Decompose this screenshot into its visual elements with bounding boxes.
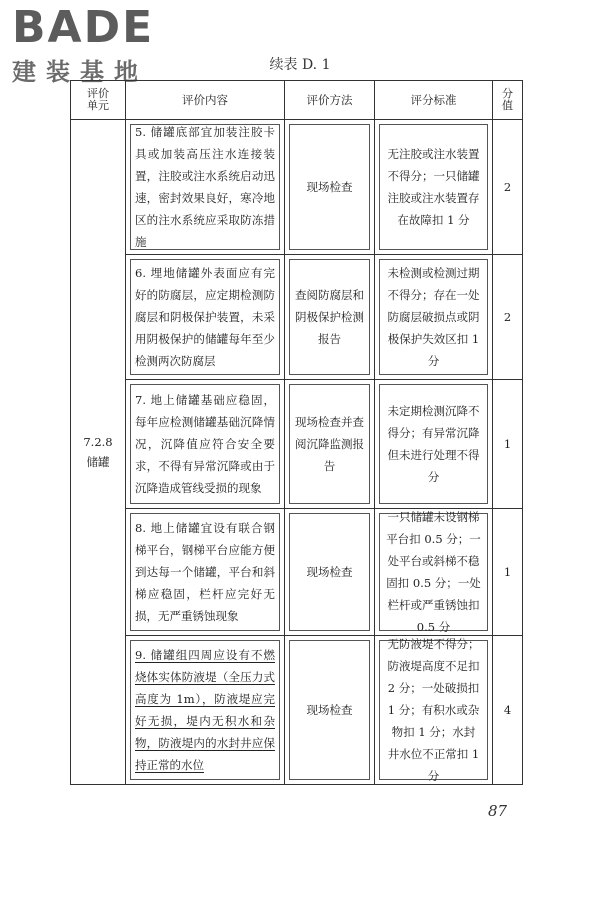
content-text: 5. 储罐底部宜加装注胶卡具或加装高压注水连接装置，注胶或注水系统启动迅速，密封效果良好，寒冷地区的注水系统应采取防冻措施 xyxy=(130,124,280,250)
criteria-text: 未定期检测沉降不得分；有异常沉降但未进行处理不得分 xyxy=(379,384,488,504)
table-row xyxy=(71,255,523,380)
method-cell xyxy=(285,120,375,255)
method-text: 现场检查 xyxy=(289,640,370,780)
method-cell xyxy=(285,380,375,509)
table-row xyxy=(71,380,523,509)
unit-name: 储罐 xyxy=(86,455,110,469)
criteria-text: 未检测或检测过期不得分；存在一处防腐层破损点或阴极保护失效区扣 1 分 xyxy=(379,259,488,375)
score-cell: 2 xyxy=(493,255,523,380)
method-cell xyxy=(285,509,375,636)
score-cell: 2 xyxy=(493,120,523,255)
criteria-cell xyxy=(375,509,493,636)
method-text: 现场检查并查阅沉降监测报告 xyxy=(289,384,370,504)
criteria-text: 一只储罐未设钢梯平台扣 0.5 分；一处平台或斜梯不稳固扣 0.5 分；一处栏杆或严重锈蚀扣 0.5 分 xyxy=(379,513,488,631)
table-row xyxy=(71,636,523,785)
criteria-cell xyxy=(375,120,493,255)
header-unit: 评价 单元 xyxy=(71,81,126,120)
content-cell xyxy=(126,120,285,255)
header-method: 评价方法 xyxy=(285,81,375,120)
score-cell: 1 xyxy=(493,380,523,509)
content-cell xyxy=(126,380,285,509)
logo-subtitle: 建装基地 xyxy=(12,58,148,86)
unit-code: 7.2.8 xyxy=(83,435,113,449)
method-text: 查阅防腐层和阴极保护检测报告 xyxy=(289,259,370,375)
score-cell: 1 xyxy=(493,509,523,636)
criteria-text: 无注胶或注水装置不得分；一只储罐注胶或注水装置存在故障扣 1 分 xyxy=(379,124,488,250)
content-text: 9. 储罐组四周应设有不燃烧体实体防液堤（全压力式高度为 1m），防液堤应完好无损，堤内无积水和杂物，防液堤内的水封井应保持正常的水位 xyxy=(130,640,280,780)
score-cell: 4 xyxy=(493,636,523,785)
criteria-cell xyxy=(375,255,493,380)
evaluation-table xyxy=(70,80,523,785)
table-title: 续表 D. 1 xyxy=(269,57,331,73)
table-row xyxy=(71,120,523,255)
criteria-cell xyxy=(375,380,493,509)
method-text: 现场检查 xyxy=(289,124,370,250)
table-row xyxy=(71,509,523,636)
content-text: 7. 地上储罐基础应稳固，每年应检测储罐基础沉降情况，沉降值应符合安全要求，不得有异常沉降或由于沉降造成管线受损的现象 xyxy=(130,384,280,504)
header-score: 分 值 xyxy=(493,81,523,120)
unit-cell xyxy=(71,120,126,785)
header-content: 评价内容 xyxy=(126,81,285,120)
table-header-row xyxy=(71,81,523,120)
content-cell xyxy=(126,509,285,636)
method-cell xyxy=(285,255,375,380)
content-text: 8. 地上储罐宜设有联合钢梯平台，钢梯平台应能方便到达每一个储罐，平台和斜梯应稳固，栏杆应完好无损，无严重锈蚀现象 xyxy=(130,513,280,631)
criteria-cell xyxy=(375,636,493,785)
logo-brand: BADE xyxy=(12,2,155,53)
method-cell xyxy=(285,636,375,785)
header-criteria: 评分标准 xyxy=(375,81,493,120)
method-text: 现场检查 xyxy=(289,513,370,631)
page-number: 87 xyxy=(488,802,508,820)
criteria-text: 无防液堤不得分；防液堤高度不足扣 2 分；一处破损扣 1 分；有积水或杂物扣 1 分；水封井水位不正常扣 1 分 xyxy=(379,640,488,780)
content-cell xyxy=(126,636,285,785)
content-cell xyxy=(126,255,285,380)
content-text: 6. 埋地储罐外表面应有完好的防腐层，应定期检测防腐层和阴极保护装置，未采用阴极保护的储罐每年至少检测两次防腐层 xyxy=(130,259,280,375)
